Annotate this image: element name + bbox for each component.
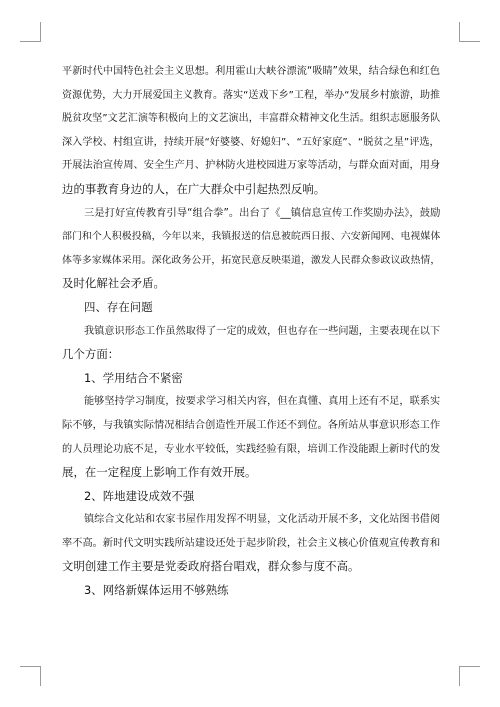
text-line: 我镇意识形态工作虽然取得了一定的成效，但也存在一些问题，主要表现在以下 bbox=[84, 325, 441, 337]
crop-mark-top-left-vertical bbox=[40, 22, 41, 42]
text-line: 能够坚持学习制度，按要求学习相关内容，但在真懂、真用上还有不足，联系实 bbox=[84, 396, 441, 408]
document-body bbox=[62, 64, 440, 607]
crop-mark-bottom-right-vertical bbox=[459, 666, 460, 686]
crop-mark-top-right-vertical bbox=[459, 22, 460, 42]
text-line: 脱贫攻坚”文艺汇演等积极向上的文艺演出，丰富群众精神文化生活。组织志愿服务队 bbox=[62, 113, 441, 125]
text-line: 文明创建工作主要是党委政府搭台唱戏，群众参与度不高。 bbox=[62, 559, 360, 574]
text-line: 四、存在问题 bbox=[84, 299, 153, 314]
text-line: 三是打好宣传教育引导“组合拳”。出台了《__镇信息宣传工作奖励办法》，鼓励 bbox=[84, 206, 441, 219]
text-line: 开展法治宣传周、安全生产月、护林防火进校园进万家等活动，与群众面对面，用身 bbox=[62, 160, 441, 172]
text-line: 2、阵地建设成效不强 bbox=[84, 488, 195, 503]
text-line: 展，在一定程度上影响工作有效开展。 bbox=[62, 465, 257, 480]
text-line: 镇综合文化站和农家书屋作用发挥不明显，文化活动开展不多，文化站图书借阅 bbox=[84, 514, 441, 526]
text-line: 边的事教育身边的人，在广大群众中引起热烈反响。 bbox=[62, 181, 326, 196]
text-line: 1、学用结合不紧密 bbox=[84, 370, 183, 385]
text-line: 及时化解社会矛盾。 bbox=[62, 276, 165, 291]
text-line: 几个方面： bbox=[62, 347, 120, 362]
crop-mark-top-left-horizontal bbox=[20, 41, 40, 42]
text-line: 资源优势，大力开展爱国主义教育。落实“送戏下乡”工程，举办“发展乡村旅游，助推 bbox=[62, 89, 441, 101]
text-line: 部门和个人积极投稿，今年以来，我镇报送的信息被皖西日报、六安新闻网、电视媒体 bbox=[62, 231, 441, 243]
crop-mark-top-right-horizontal bbox=[460, 41, 480, 42]
crop-mark-bottom-left-vertical bbox=[40, 666, 41, 686]
crop-mark-bottom-right-horizontal bbox=[460, 666, 480, 667]
text-line: 体等多家媒体采用。深化政务公开，拓宽民意反映渠道，激发人民群众参政议政热情， bbox=[62, 254, 441, 266]
text-line: 的人员理论功底不足，专业水平较低，实践经验有限，培训工作没能跟上新时代的发 bbox=[62, 443, 441, 455]
text-line: 深入学校、村组宣讲，持续开展“好婆婆、好媳妇”、“五好家庭”、“脱贫之星”评选， bbox=[62, 136, 440, 148]
text-line: 3、网络新媒体运用不够熟练 bbox=[84, 583, 229, 598]
crop-mark-bottom-left-horizontal bbox=[20, 666, 40, 667]
text-line: 平新时代中国特色社会主义思想。利用霍山大峡谷漂流“吸睛”效果，结合绿色和红色 bbox=[62, 66, 441, 77]
text-line: 率不高。新时代文明实践所站建设还处于起步阶段，社会主义核心价值观宣传教育和 bbox=[62, 537, 441, 549]
text-line: 际不够，与我镇实际情况相结合创造性开展工作还不到位。各所站从事意识形态工作 bbox=[62, 419, 441, 431]
